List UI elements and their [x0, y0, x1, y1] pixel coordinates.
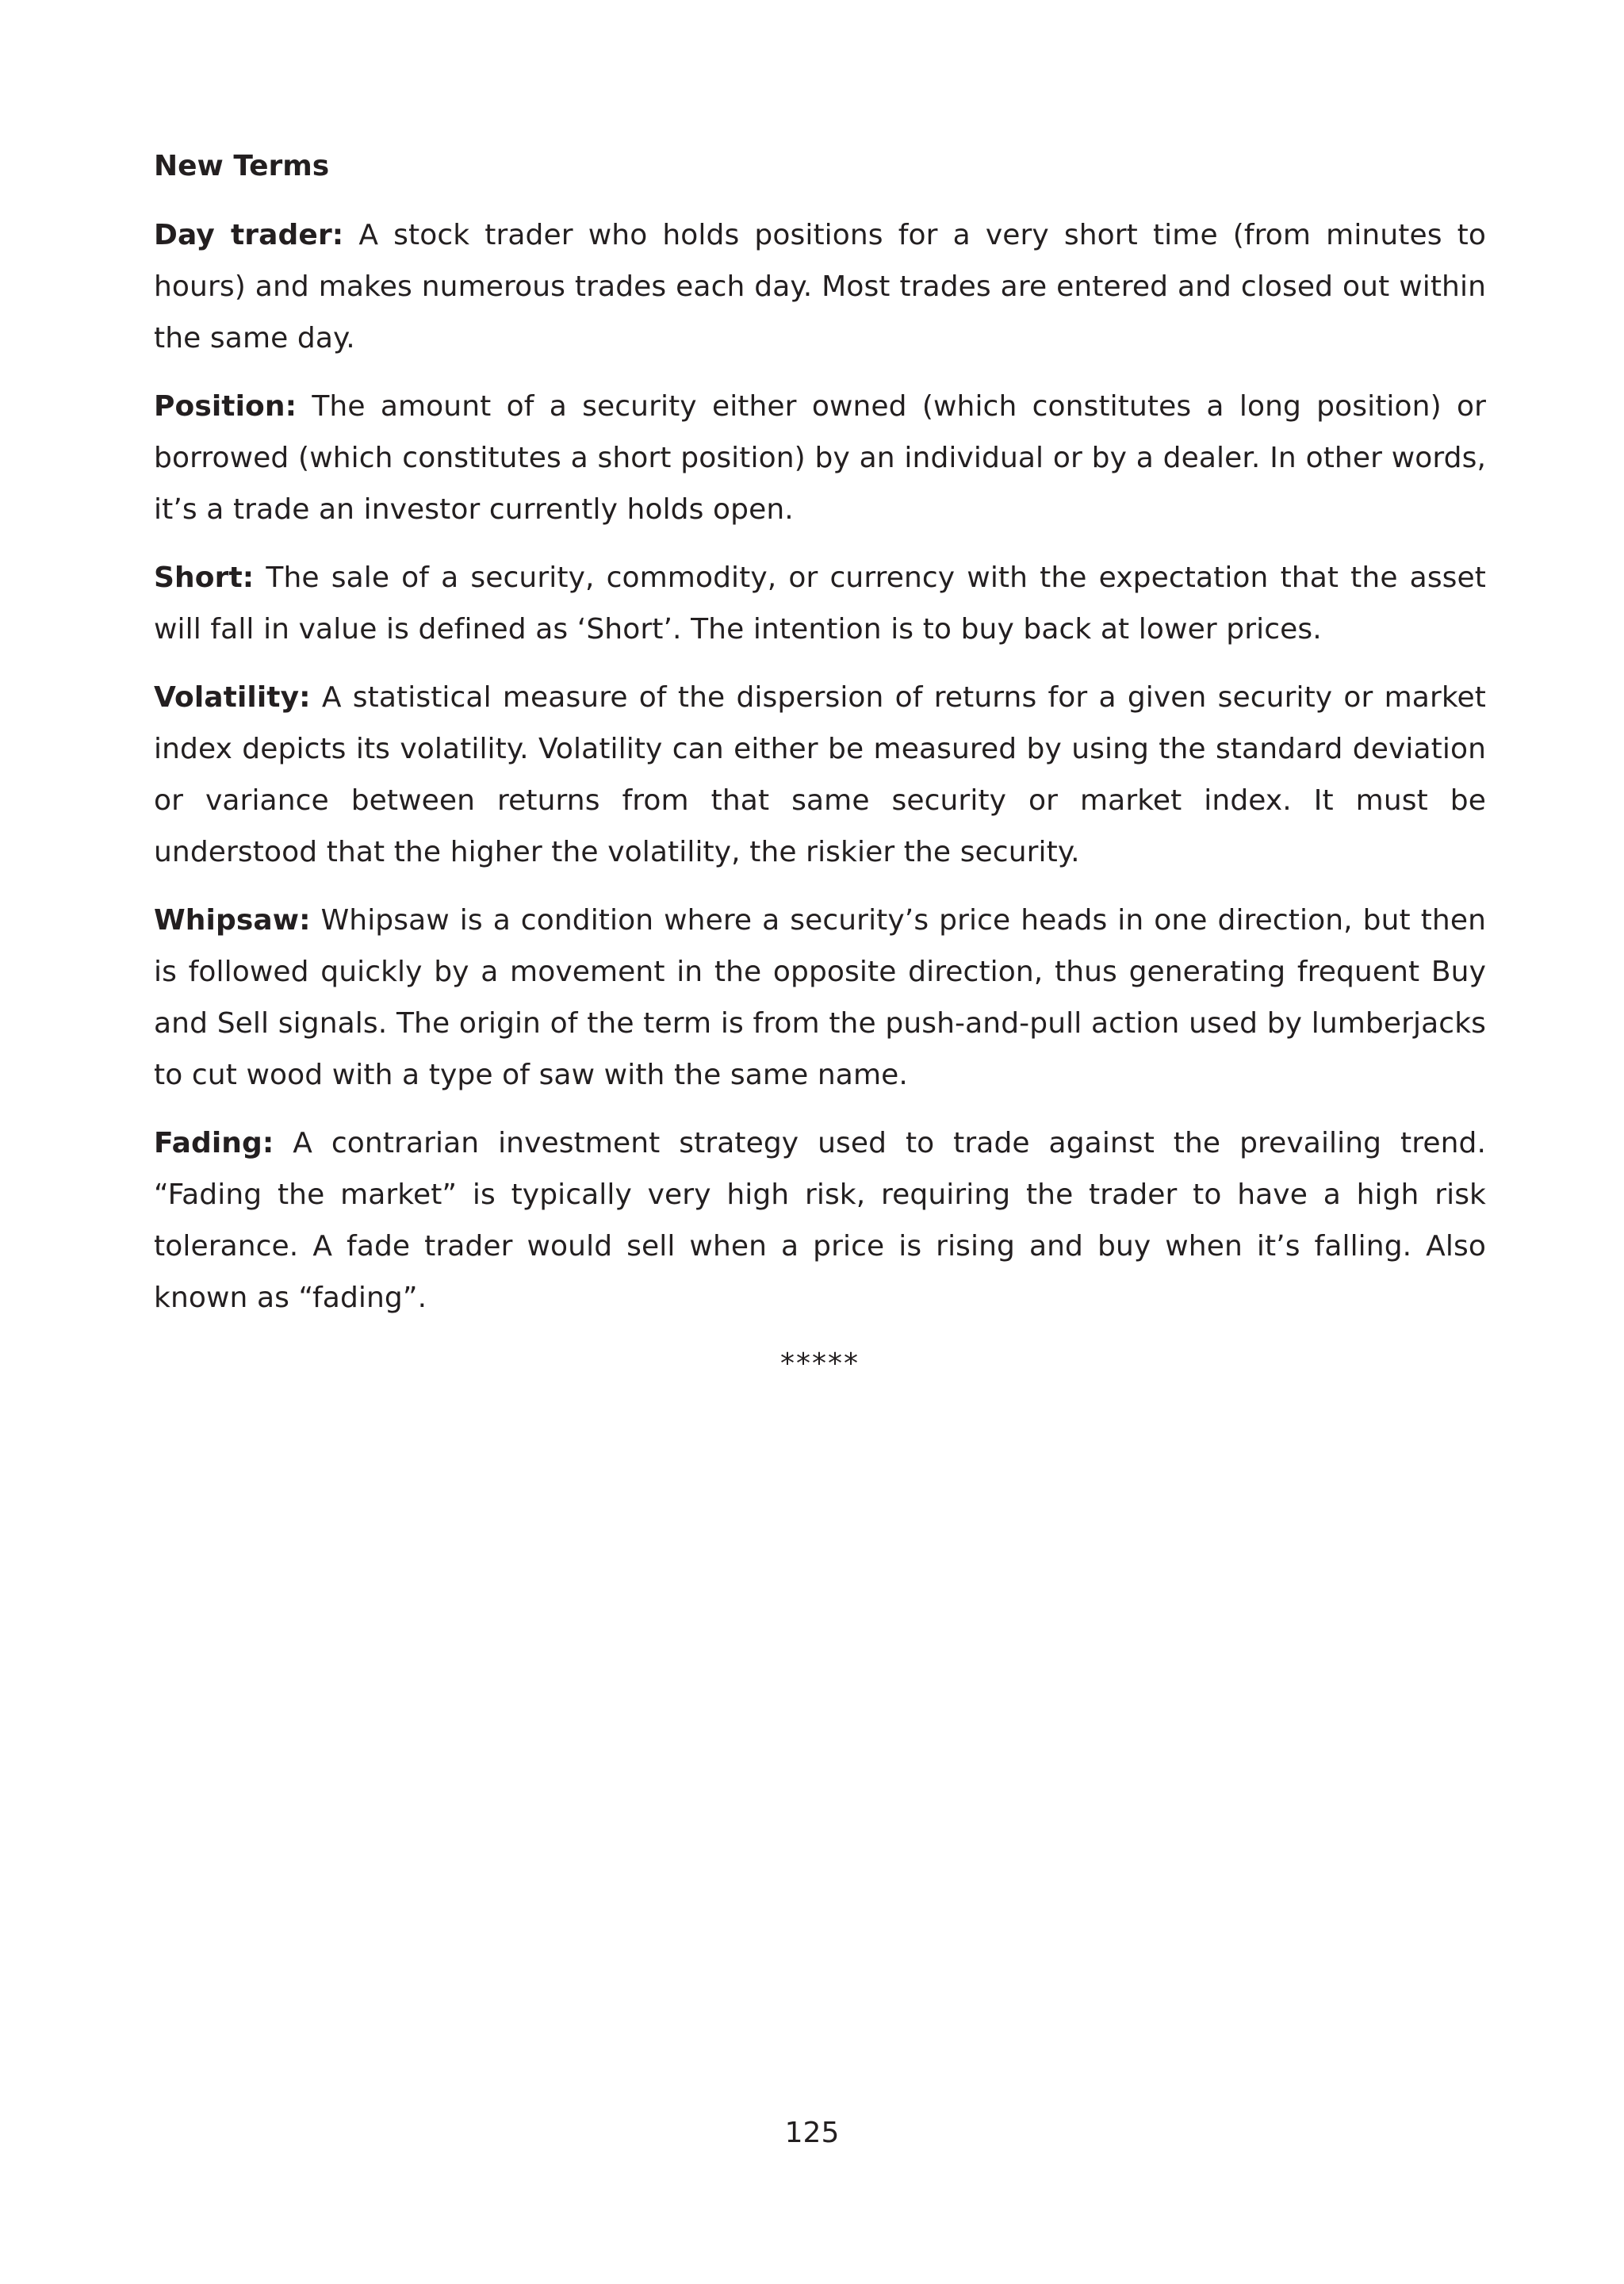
term-volatility	[154, 672, 1486, 878]
section-heading: New Terms	[154, 150, 330, 182]
term-definition: The amount of a security either owned (which constitutes a long position) or borrowed (which constitutes a short position) by an individual or by a dealer. In other words, it’s a trade an investor currently holds open.	[154, 390, 1486, 526]
term-position	[154, 381, 1486, 535]
term-definition: A stock trader who holds positions for a very short time (from minutes to hours) and makes numerous trades each day. Most trades are entered and closed out within the same day.	[154, 219, 1486, 354]
term-definition: A statistical measure of the dispersion of returns for a given security or market index depicts its volatility. Volatility can either be measured by using the standard deviation or variance between returns from that same security or market index. It must be understood that the higher the volatility, the riskier the security.	[154, 681, 1486, 868]
term-name: Whipsaw:	[154, 904, 311, 937]
term-name: Fading:	[154, 1127, 274, 1159]
term-name: Position:	[154, 390, 297, 423]
page-number: 125	[784, 2117, 840, 2149]
page-content	[154, 141, 1486, 1388]
term-fading	[154, 1117, 1486, 1324]
term-day-trader	[154, 209, 1486, 364]
term-definition: Whipsaw is a condition where a security’s price heads in one direction, but then is followed quickly by a movement in the opposite direction, thus generating frequent Buy and Sell signals. The origin of the term is from the push-and-pull action used by lumberjacks to cut wood with a type of saw with the same name.	[154, 904, 1487, 1091]
term-definition: The sale of a security, commodity, or currency with the expectation that the asset will fall in value is defined as ‘Short’. The intention is to buy back at lower prices.	[154, 561, 1486, 646]
term-name: Volatility:	[154, 681, 311, 714]
term-name: Day trader:	[154, 219, 344, 251]
term-short	[154, 552, 1486, 655]
term-whipsaw	[154, 895, 1486, 1101]
term-definition: A contrarian investment strategy used to trade against the prevailing trend. “Fading the market” is typically very high risk, requiring the trader to have a high risk tolerance. A fade trader would sell when a price is rising and buy when it’s falling. Also known as “fading”.	[154, 1127, 1486, 1314]
section-separator: *****	[780, 1347, 860, 1380]
term-name: Short:	[154, 561, 255, 594]
